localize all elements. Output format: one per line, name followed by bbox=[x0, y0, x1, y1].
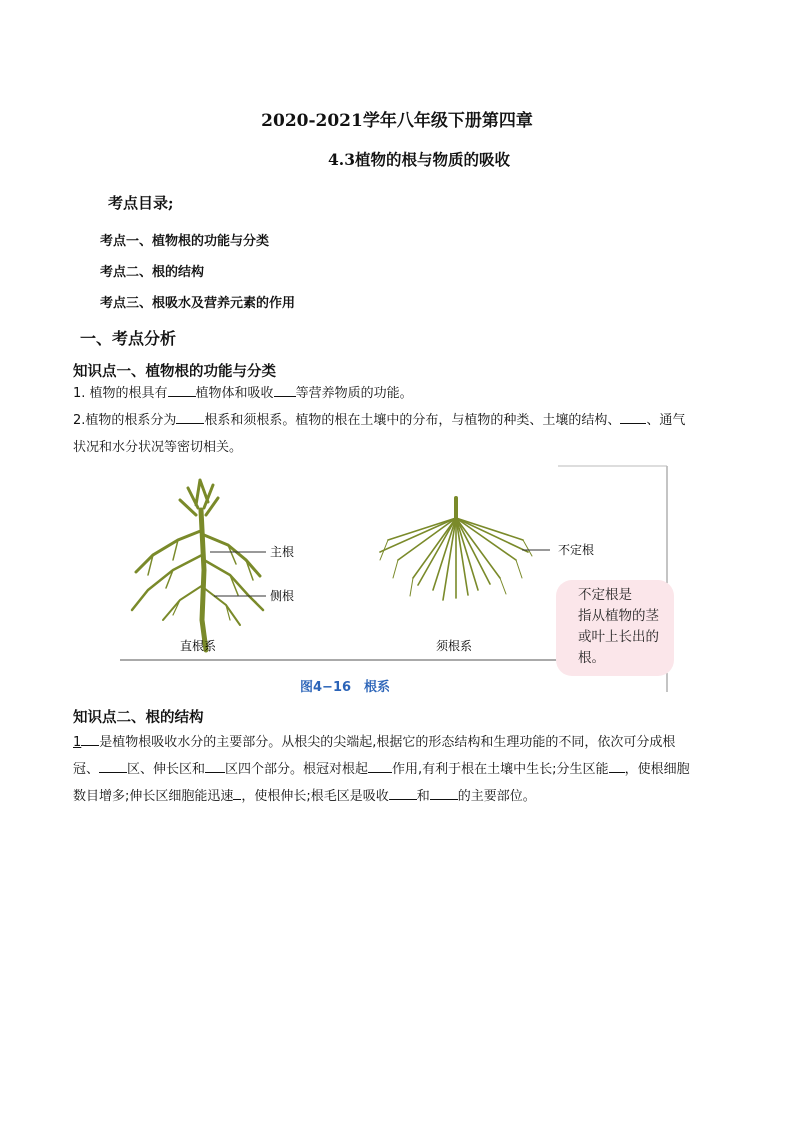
blank bbox=[368, 758, 392, 773]
toc-heading: 考点目录; bbox=[108, 194, 174, 212]
blank bbox=[620, 409, 646, 424]
blank bbox=[430, 785, 458, 800]
knowledge-point-1-title: 知识点一、植物根的功能与分类 bbox=[73, 363, 276, 380]
adventitious-root-note: 不定根是 指从植物的茎 或叶上长出的 根。 bbox=[556, 580, 674, 676]
label-taproot-system: 直根系 bbox=[180, 639, 217, 653]
label-lateral-root: 侧根 bbox=[270, 589, 295, 603]
blank bbox=[609, 758, 625, 773]
blank bbox=[205, 758, 225, 773]
blank bbox=[99, 758, 127, 773]
blank bbox=[389, 785, 417, 800]
knowledge-point-2-title: 知识点二、根的结构 bbox=[73, 709, 204, 726]
kp2-paragraph: 1 是植物根吸收水分的主要部分。从根尖的尖端起,根据它的形态结构和生理功能的不同，依次可分成根 冠、 区、伸长区和 区四个部分。根冠对根起 作用,有利于根在土壤中生长;分生区能 ，使根细胞 数目增多;伸长区细胞能迅速 ，使根伸长;根毛区是吸收 和 的主要部位。 bbox=[73, 729, 723, 810]
document-subtitle: 4.3植物的根与物质的吸收 bbox=[328, 150, 510, 169]
toc-item-1: 考点一、植物根的功能与分类 bbox=[100, 234, 270, 249]
label-adventitious-root: 不定根 bbox=[558, 543, 595, 557]
blank bbox=[274, 382, 296, 397]
blank bbox=[168, 382, 196, 397]
fibrous-root-drawing bbox=[380, 498, 532, 600]
section-heading: 一、考点分析 bbox=[80, 329, 177, 348]
figure-caption: 图4−16 根系 bbox=[300, 680, 391, 695]
kp1-paragraph-2: 2.植物的根系分为 根系和须根系。植物的根在土壤中的分布，与植物的种类、土壤的结构、 、通气 状况和水分状况等密切相关。 bbox=[73, 407, 723, 461]
blank bbox=[81, 731, 99, 746]
toc-item-2: 考点二、根的结构 bbox=[100, 265, 205, 280]
toc-item-3: 考点三、根吸水及营养元素的作用 bbox=[100, 296, 296, 311]
taproot-drawing bbox=[132, 480, 263, 650]
document-title: 2020-2021学年八年级下册第四章 bbox=[261, 111, 533, 131]
blank bbox=[176, 409, 204, 424]
kp1-paragraph-1: 1. 植物的根具有 植物体和吸收 等营养物质的功能。 bbox=[73, 380, 723, 407]
label-main-root: 主根 bbox=[270, 545, 295, 559]
label-fibrous-system: 须根系 bbox=[436, 639, 473, 653]
